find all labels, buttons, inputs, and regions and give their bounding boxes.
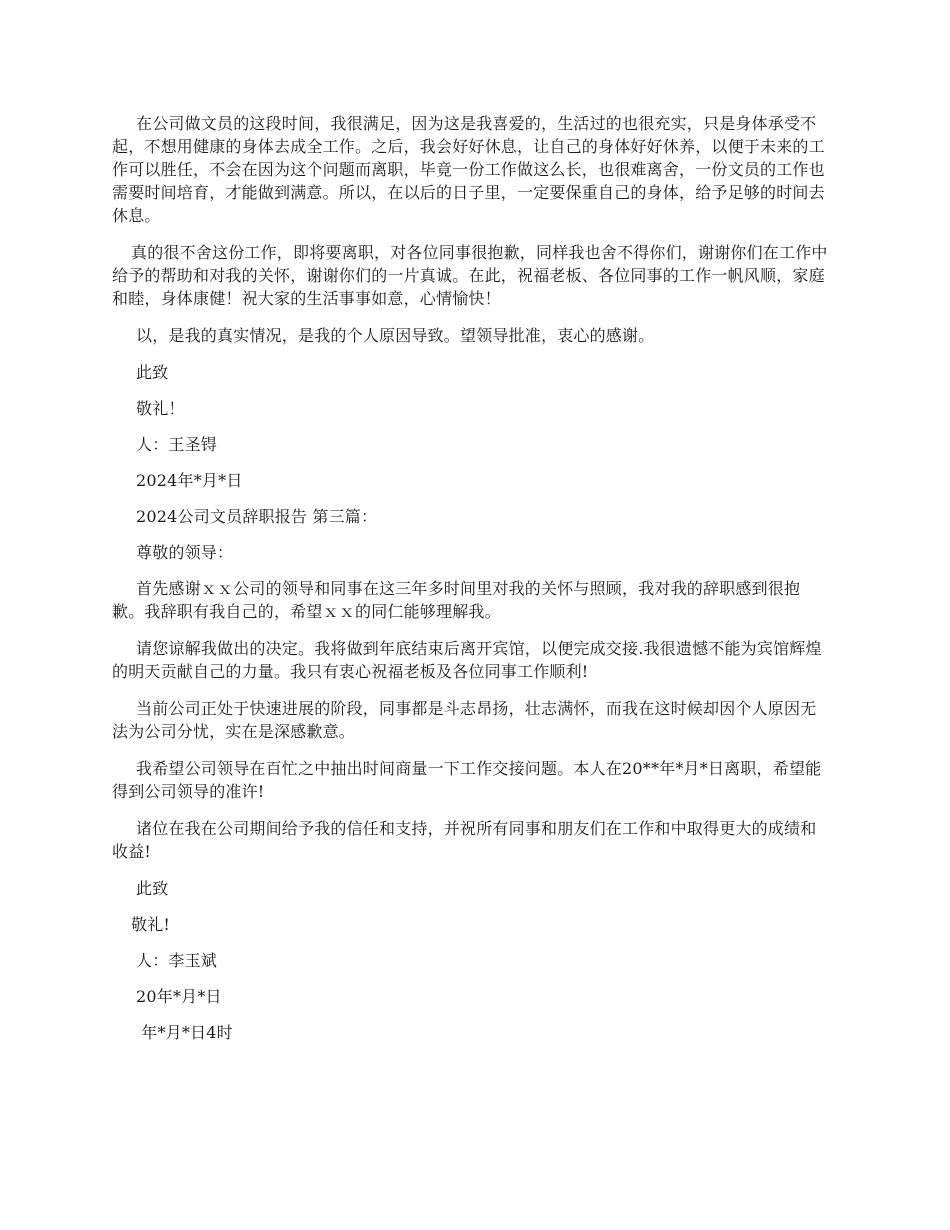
paragraph-request-approval: 以，是我的真实情况，是我的个人原因导致。望领导批准，衷心的感谢。	[136, 326, 655, 345]
signature-name-2: 人：李玉斌	[136, 951, 218, 970]
closing-respect-2: 敬礼!	[131, 915, 171, 934]
paragraph-handover: 我希望公司领导在百忙之中抽出时间商量一下工作交接问题。本人在20**年*月*日离职，希望能得到公司领导的准许!	[112, 759, 822, 801]
closing-respect: 敬礼！	[136, 399, 185, 418]
paragraph-gratitude: 首先感谢ｘｘ公司的领导和同事在这三年多时间里对我的关怀与照顾，我对我的辞职感到很抱歉。我辞职有我自己的，希望ｘｘ的同仁能够理解我。	[112, 579, 801, 621]
paragraph-decision: 请您谅解我做出的决定。我将做到年底结束后离开宾馆，以便完成交接.我很遗憾不能为宾馆辉煌的明天贡献自己的力量。我只有衷心祝福老板及各位同事工作顺利!	[112, 639, 822, 681]
greeting: 尊敬的领导：	[136, 543, 234, 562]
closing-salutation: 此致	[136, 363, 169, 382]
paragraph-apology: 当前公司正处于快速进展的阶段，同事都是斗志昂扬，壮志满怀，而我在这时候却因个人原因无法为公司分忧，实在是深感歉意。	[112, 699, 817, 741]
paragraph-health: 在公司做文员的这段时间，我很满足，因为这是我喜爱的，生活过的也很充实，只是身体承受不起，不想用健康的身体去成全工作。之后，我会好好休息，让自己的身体好好休养，以便于未来的工作可以胜任，不会在因为这个问题而离职，毕竟一份工作做这么长，也很难离舍，一份文员的工作也需要时间培育，才能做到满意。所以，在以后的日子里，一定要保重自己的身体，给予足够的时间去休息。	[112, 114, 825, 225]
signature-date: 2024年*月*日	[136, 471, 243, 490]
paragraph-wishes: 诸位在我在公司期间给予我的信任和支持，并祝所有同事和朋友们在工作和中取得更大的成绩和收益!	[112, 819, 817, 861]
signature-name: 人：王圣锝	[136, 435, 218, 454]
section-title: 2024公司文员辞职报告 第三篇：	[136, 507, 378, 526]
closing-salutation-2: 此致	[136, 879, 169, 898]
signature-date-2: 20年*月*日	[136, 987, 222, 1006]
signature-time: 年*月*日4时	[136, 1023, 233, 1042]
document-page	[112, 112, 828, 1057]
paragraph-thanks-colleagues: 真的很不舍这份工作，即将要离职，对各位同事很抱歉，同样我也舍不得你们，谢谢你们在工作中给予的帮助和对我的关怀，谢谢你们的一片真诚。在此，祝福老板、各位同事的工作一帆风顺，家庭和睦，身体康健！祝大家的生活事事如意，心情愉快！	[112, 243, 828, 308]
